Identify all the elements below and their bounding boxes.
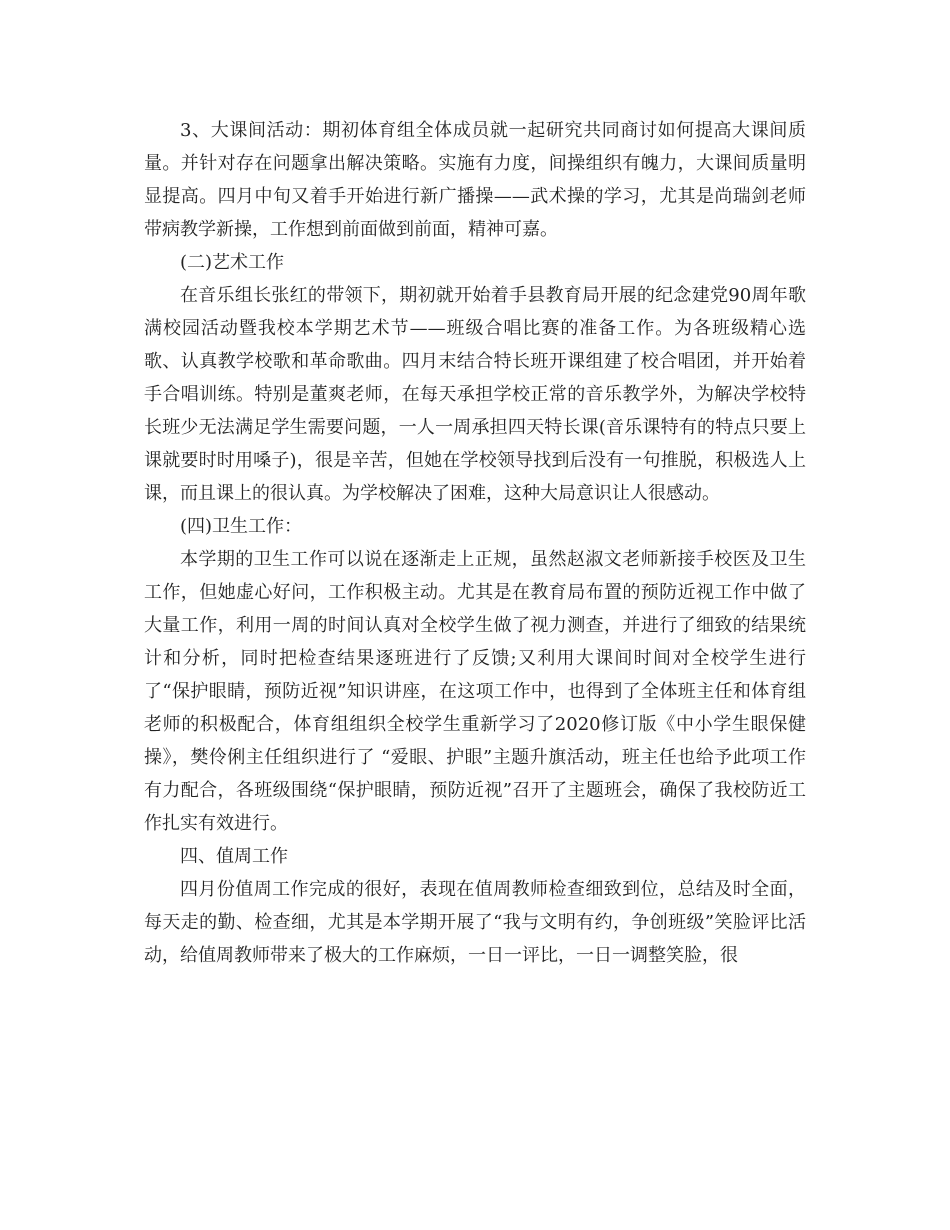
- paragraph-big-break-activity: 3、大课间活动：期初体育组全体成员就一起研究共同商讨如何提高大课间质量。并针对存在问题拿出解决策略。实施有力度，间操组织有魄力，大课间质量明显提高。四月中旬又着手开始进行新广播操——武术操的学习，尤其是尚瑞剑老师带病教学新操，工作想到前面做到前面，精神可嘉。: [144, 120, 806, 240]
- section-heading-duty-week: 四、值周工作: [180, 846, 288, 867]
- document-body: [144, 114, 806, 972]
- section-heading-health-work: (四)卫生工作：: [180, 516, 303, 537]
- paragraph-health-work: 本学期的卫生工作可以说在逐渐走上正规，虽然赵淑文老师新接手校医及卫生工作，但她虚心好问，工作积极主动。尤其是在教育局布置的预防近视工作中做了大量工作，利用一周的时间认真对全校学生做了视力测查，并进行了细致的结果统计和分析，同时把检查结果逐班进行了反馈;又利用大课间时间对全校学生进行了“保护眼睛，预防近视”知识讲座，在这项工作中，也得到了全体班主任和体育组老师的积极配合，体育组组织全校学生重新学习了2020修订版《中小学生眼保健操》，樊伶俐主任组织进行了 “爱眼、护眼”主题升旗活动，班主任也给予此项工作有力配合，各班级围绕“保护眼睛，预防近视”召开了主题班会，确保了我校防近工作扎实有效进行。: [144, 549, 806, 834]
- paragraph-duty-week: 四月份值周工作完成的很好，表现在值周教师检查细致到位，总结及时全面，每天走的勤、检查细，尤其是本学期开展了“我与文明有约，争创班级”笑脸评比活动，给值周教师带来了极大的工作麻烦，一日一评比，一日一调整笑脸，很: [144, 879, 806, 966]
- paragraph-art-work: 在音乐组长张红的带领下，期初就开始着手县教育局开展的纪念建党90周年歌满校园活动暨我校本学期艺术节——班级合唱比赛的准备工作。为各班级精心选歌、认真教学校歌和革命歌曲。四月末结合特长班开课组建了校合唱团，并开始着手合唱训练。特别是董爽老师，在每天承担学校正常的音乐教学外，为解决学校特长班少无法满足学生需要问题，一人一周承担四天特长课(音乐课特有的特点只要上课就要时时用嗓子)，很是辛苦，但她在学校领导找到后没有一句推脱，积极选人上课，而且课上的很认真。为学校解决了困难，这种大局意识让人很感动。: [144, 285, 806, 504]
- section-heading-art-work: (二)艺术工作: [180, 252, 285, 273]
